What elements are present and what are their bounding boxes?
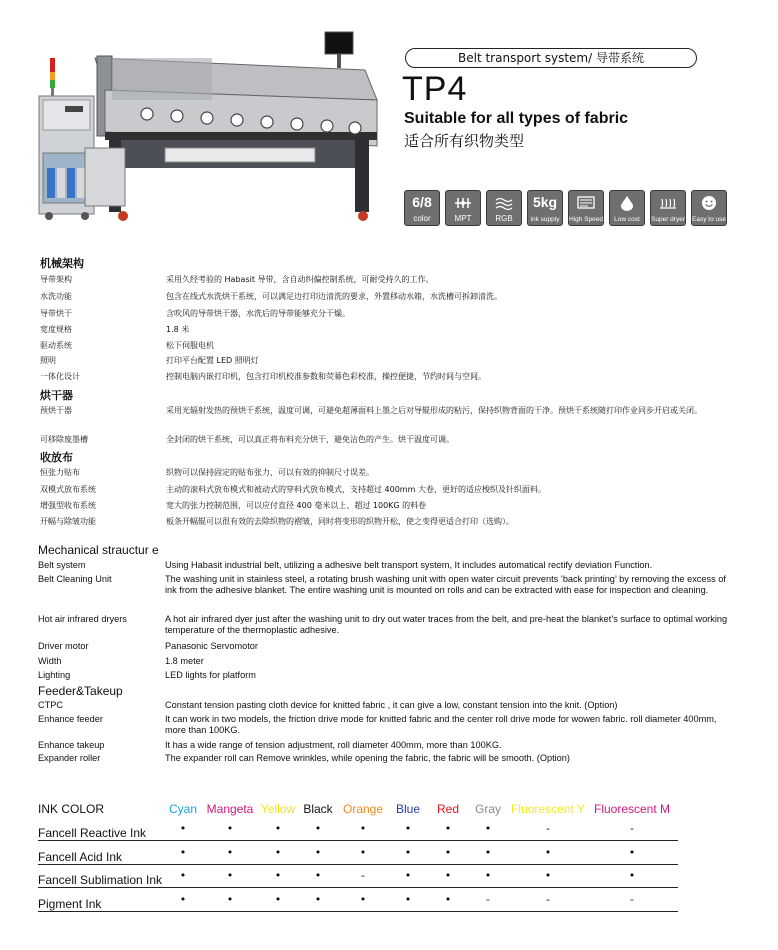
ink-support-mark: • — [404, 893, 412, 906]
spec-label: Enhance feeder — [38, 714, 103, 724]
mpt-badge — [445, 190, 481, 226]
spec-value: 含吹风的导带烘干器，水洗后的导带能够充分干燥。 — [166, 309, 350, 318]
ink-support-mark: • — [179, 893, 187, 906]
ink-row — [38, 843, 678, 865]
ink-support-mark: • — [274, 846, 282, 859]
ink-support-mark: - — [630, 822, 634, 835]
badge-label: Low cost — [614, 216, 640, 223]
section-heading-en: Mechanical strauctur e — [38, 543, 159, 557]
ink-support-mark: • — [404, 822, 412, 835]
ink-support-mark: • — [274, 822, 282, 835]
ink-support-mark: • — [544, 869, 552, 882]
rgb-badge — [486, 190, 522, 226]
ink-color-mangeta: Mangeta — [206, 802, 254, 816]
ink-support-mark: • — [444, 869, 452, 882]
row-divider — [38, 864, 678, 865]
ink-support-mark: - — [361, 869, 365, 882]
spec-label: 导带架构 — [40, 275, 72, 284]
ink-support-mark: • — [628, 846, 636, 859]
spec-value: LED lights for platform — [165, 670, 256, 680]
ink-color-cyan: Cyan — [168, 802, 198, 816]
ink-support-mark: • — [226, 893, 234, 906]
system-title-pill: Belt transport system/ 导带系统 — [405, 48, 697, 68]
spec-label: Width — [38, 656, 62, 666]
row-divider — [38, 911, 678, 912]
spec-value: It can work in two models, the friction drive mode for knitted fabric and the center roll drive mode for wowen fabric. roll diameter 400mm, more than 100KG. — [165, 714, 717, 735]
badge-label: Super dryer — [651, 216, 685, 223]
ink-color-blue: Blue — [395, 802, 421, 816]
spec-label: 一体化设计 — [40, 372, 80, 381]
ink-row-label: Fancell Acid Ink — [38, 850, 123, 864]
spec-label: 预烘干器 — [40, 406, 72, 415]
ink-support-mark: - — [486, 893, 490, 906]
ink-support-mark: - — [546, 822, 550, 835]
ink-row-label: Fancell Sublimation Ink — [38, 873, 163, 887]
spec-value: 全封闭的烘干系统，可以真正将布料充分烘干，避免沾色的产生。烘干温度可调。 — [166, 435, 454, 444]
section-heading-cn: 收放布 — [40, 451, 73, 464]
badge-label: RGB — [495, 214, 513, 223]
spec-label: 水洗功能 — [40, 292, 72, 301]
ink-support-mark: • — [484, 846, 492, 859]
spec-label: CTPC — [38, 700, 64, 710]
ink-support-mark: • — [314, 869, 322, 882]
ink-support-mark: • — [314, 846, 322, 859]
ink-support-mark: • — [179, 822, 187, 835]
spec-label: Expander roller — [38, 753, 101, 763]
model-name: TP4 — [402, 70, 468, 108]
spec-value: 采用光辐射发热的预烘干系统，温度可调，可避免超薄面料上墨之后对导辊形成的粘污，保持织物背面的干净。预烘干系统随打印作业同步开启或关闭。 — [166, 406, 702, 415]
spec-label: Lighting — [38, 670, 71, 680]
badge-label: High Speed — [569, 216, 603, 223]
ink-support-mark: • — [179, 869, 187, 882]
ink-color-header: INK COLOR — [38, 802, 105, 816]
section-heading-cn: 机械架构 — [40, 257, 84, 270]
ink-support-mark: • — [404, 846, 412, 859]
ink-color-gray: Gray — [474, 802, 502, 816]
spec-label: Belt system — [38, 560, 86, 570]
spec-label: Hot air infrared dryers — [38, 614, 127, 624]
printer-image — [25, 28, 390, 228]
spec-label: 导带烘干 — [40, 309, 72, 318]
spec-label: 驱动系统 — [40, 341, 72, 350]
spec-value: The washing unit in stainless steel, a rotating brush washing unit with open water circuit prevents ‘back printing’ by removing the excess of ink from the adhesive blanket. The entire washing unit is mounted on rolls and can be extracted with ease for inspection and cleaning. — [165, 574, 726, 595]
ink-support-mark: • — [444, 846, 452, 859]
ink-color-fluorescent-y: Fluorescent Y — [511, 802, 585, 816]
spec-label: Belt Cleaning Unit — [38, 574, 112, 584]
spec-label: 开幅与除皱功能 — [40, 517, 96, 526]
ink-row-label: Fancell Reactive Ink — [38, 826, 147, 840]
ink-support-mark: • — [226, 846, 234, 859]
ink-support-mark: • — [226, 869, 234, 882]
badge-label: MPT — [454, 214, 472, 223]
ink-row — [38, 866, 678, 888]
ink-support-mark: • — [314, 822, 322, 835]
spec-label: 可移除废墨槽 — [40, 435, 88, 444]
ink-color-red: Red — [436, 802, 460, 816]
ink-support-mark: • — [359, 846, 367, 859]
badge-label: color — [413, 214, 431, 223]
mpt-icon — [453, 195, 473, 211]
ink-table-header — [38, 802, 678, 820]
ink-row — [38, 890, 678, 912]
spec-value: 包含在线式水洗烘干系统，可以满足边打印边清洗的要求，外置移动水箱，水洗槽可拆卸清洗。 — [166, 292, 502, 301]
spec-value: 1.8 米 — [166, 325, 190, 334]
spec-value: 主动的滚料式放布模式和被动式的穿料式放布模式，支持超过 400mm 大卷，更好的适应梭织及针织面料。 — [166, 485, 546, 494]
super-dryer-badge — [650, 190, 686, 226]
spec-value: 宽大的张力控制范围，可以应付直径 400 毫米以上、超过 100KG 的料卷 — [166, 501, 427, 510]
rgb-icon — [494, 195, 514, 211]
spec-label: 增强型收布系统 — [40, 501, 96, 510]
spec-value: A hot air infrared dyer just after the washing unit to dry out water traces from the belt, and pre-heat the blanket’s surface to optimal working temperature of the thermoplastic adhesive. — [165, 614, 728, 635]
ink-support-mark: • — [359, 893, 367, 906]
ink-support-mark: • — [444, 822, 452, 835]
spec-label: Driver motor — [38, 641, 89, 651]
badge-main-text: 6/8 — [412, 194, 432, 210]
ink-support-mark: • — [274, 869, 282, 882]
ink-support-mark: • — [628, 869, 636, 882]
ink-row — [38, 819, 678, 841]
section-heading-cn: 烘干器 — [40, 389, 73, 402]
badge-label: ink supply — [530, 216, 560, 223]
ink-support-mark: • — [314, 893, 322, 906]
spec-label: Enhance takeup — [38, 740, 105, 750]
low-cost-badge — [609, 190, 645, 226]
badge-label: Easy to use — [692, 216, 726, 223]
ink-support-mark: • — [404, 869, 412, 882]
high-speed-badge — [568, 190, 604, 226]
ink-color-orange: Orange — [342, 802, 384, 816]
easy-to-use-badge — [691, 190, 727, 226]
spec-value: It has a wide range of tension adjustment, roll diameter 400mm, more than 100KG. — [165, 740, 502, 750]
ink-color-black: Black — [303, 802, 333, 816]
smiley-icon — [699, 195, 719, 211]
spec-value: Panasonic Servomotor — [165, 641, 258, 651]
ink-supply-badge — [527, 190, 563, 226]
ink-support-mark: • — [484, 822, 492, 835]
high-speed-icon — [576, 195, 596, 211]
ink-color-fluorescent-m: Fluorescent M — [593, 802, 671, 816]
spec-value: Constant tension pasting cloth device for knitted fabric , it can give a low, constant tension into the knit. (Option) — [165, 700, 618, 710]
tagline-en: Suitable for all types of fabric — [404, 110, 629, 127]
ink-support-mark: • — [484, 869, 492, 882]
spec-value: 织物可以保持固定的贴布张力，可以有效的抑制尺寸误差。 — [166, 468, 374, 477]
tagline-cn: 适合所有织物类型 — [404, 132, 525, 150]
ink-support-mark: • — [179, 846, 187, 859]
section-heading-en: Feeder&Takeup — [38, 684, 123, 698]
spec-label: 宽度规格 — [40, 325, 72, 334]
ink-support-mark: - — [546, 893, 550, 906]
ink-support-mark: • — [274, 893, 282, 906]
ink-support-mark: • — [444, 893, 452, 906]
ink-support-mark: • — [544, 846, 552, 859]
ink-color-yellow: Yellow — [260, 802, 296, 816]
dryer-icon — [658, 195, 678, 211]
ink-support-mark: • — [359, 822, 367, 835]
badge-main-text: 5kg — [532, 194, 558, 210]
ink-row-label: Pigment Ink — [38, 897, 102, 911]
spec-label: 恒张力贴布 — [40, 468, 80, 477]
row-divider — [38, 887, 678, 888]
spec-value: Using Habasit industrial belt, utilizing a adhesive belt transport system, It includes automatical rectify deviation Function. — [165, 560, 653, 570]
ink-support-mark: • — [226, 822, 234, 835]
spec-value: 打印平台配置 LED 照明灯 — [166, 356, 259, 365]
spec-label: 双模式放布系统 — [40, 485, 96, 494]
spec-value: 1.8 meter — [165, 656, 204, 666]
spec-value: 控制电脑内嵌打印机，包含打印机校准参数和荧幕色彩校准，操控便捷，节约时间与空间。 — [166, 372, 486, 381]
spec-value: 采用久经考验的 Habasit 导带，含自动纠偏控制系统，可耐受持久的工作。 — [166, 275, 434, 284]
ink-drop-icon — [617, 195, 637, 211]
spec-label: 照明 — [40, 356, 56, 365]
spec-value: 板条开幅辊可以很有效的去除织物的褶皱，同时将变形的织物开松，使之变得更适合打印（选购）。 — [166, 517, 514, 526]
ink-support-mark: - — [630, 893, 634, 906]
spec-value: 松下伺服电机 — [166, 341, 214, 350]
spec-value: The expander roll can Remove wrinkles, while opening the fabric, the fabric will be smooth. (Option) — [165, 753, 570, 763]
color-count-badge — [404, 190, 440, 226]
row-divider — [38, 840, 678, 841]
